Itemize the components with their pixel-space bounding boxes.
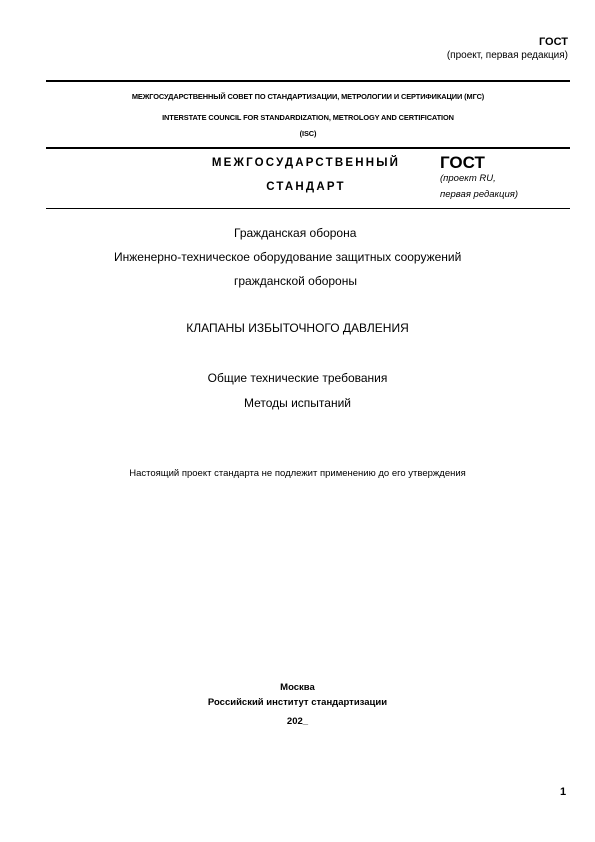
page-number: 1	[560, 786, 567, 798]
header-gost: ГОСТ	[538, 36, 568, 48]
publication-city: Москва	[280, 682, 315, 693]
title-equipment-line2: гражданской обороны	[234, 274, 357, 288]
council-name-ru: МЕЖГОСУДАРСТВЕННЫЙ СОВЕТ ПО СТАНДАРТИЗАЦИИ, МЕТРОЛОГИИ И СЕРТИФИКАЦИИ (МГС)	[131, 92, 485, 101]
standard-project-line1: (проект RU,	[440, 173, 496, 184]
standard-project-line2: первая редакция)	[440, 189, 518, 200]
standard-rule	[46, 208, 570, 209]
header-status: (проект, первая редакция)	[446, 50, 568, 61]
draft-notice: Настоящий проект стандарта не подлежит применению до его утверждения	[129, 468, 466, 479]
top-rule	[46, 80, 570, 82]
title-subtitle-1: Общие технические требования	[207, 371, 388, 385]
title-area: Гражданская оборона	[234, 226, 357, 240]
title-main: КЛАПАНЫ ИЗБЫТОЧНОГО ДАВЛЕНИЯ	[186, 321, 409, 335]
standard-label-line1: МЕЖГОСУДАРСТВЕННЫЙ	[211, 157, 401, 169]
title-equipment-line1: Инженерно-техническое оборудование защитных сооружений	[114, 250, 462, 264]
council-rule	[46, 147, 570, 149]
title-subtitle-2: Методы испытаний	[243, 396, 352, 410]
council-name-en: INTERSTATE COUNCIL FOR STANDARDIZATION, METROLOGY AND CERTIFICATION	[162, 113, 454, 122]
council-abbr-en: (ISC)	[299, 129, 317, 138]
publication-year: 202_	[286, 716, 309, 727]
standard-label-line2: СТАНДАРТ	[266, 181, 346, 193]
standard-code: ГОСТ	[440, 153, 485, 172]
publication-institute: Российский институт стандартизации	[207, 697, 388, 708]
